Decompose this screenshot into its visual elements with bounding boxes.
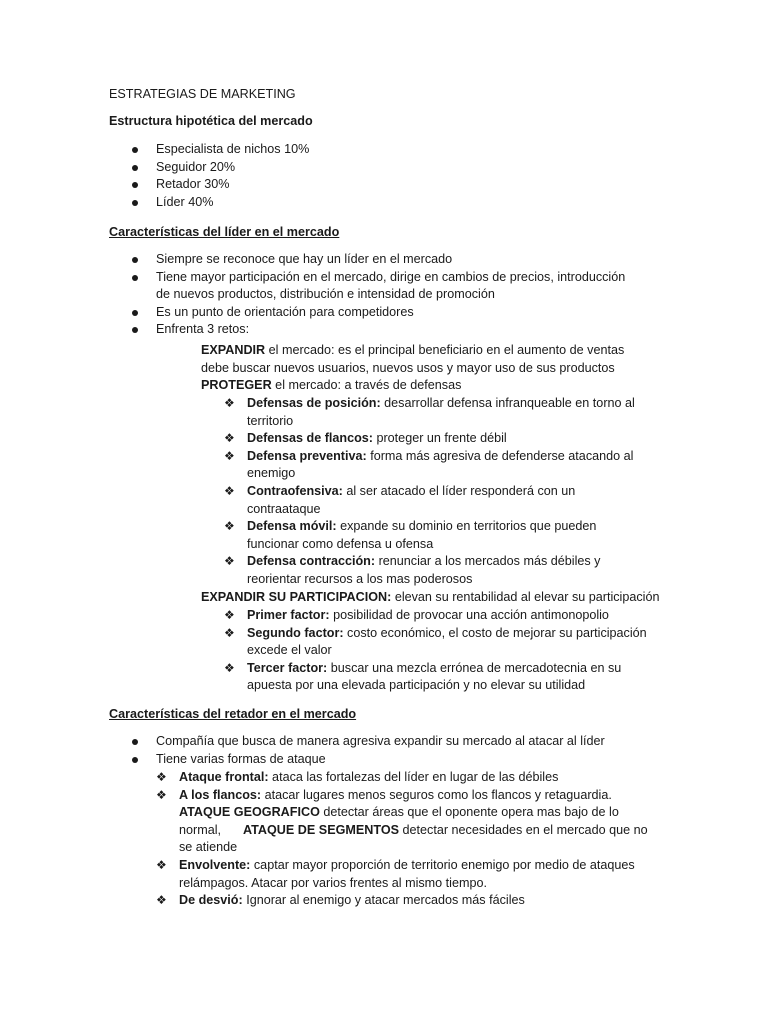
diamond-outline-bullet-icon: ❖ [156,857,167,872]
bullet-icon [132,757,138,763]
bullet-icon [132,200,138,206]
diamond-outline-bullet-icon: ❖ [156,787,167,802]
list-item-continued: de nuevos productos, distribución e intensidad de promoción [156,287,495,302]
section-heading-challenger: Características del retador en el mercado [109,707,357,721]
bullet-icon [132,327,138,333]
defensa-item: ❖ Defensas de posición: desarrollar defensa infranqueable en torno al territorio [224,396,635,428]
ataques-list [156,769,679,910]
diamond-bullet-icon: ❖ [224,519,235,534]
list-item: Enfrenta 3 retos: [156,321,676,339]
factor-item: ❖ Primer factor: posibilidad de provocar una acción antimonopolio [247,607,677,625]
list-item: Es un punto de orientación para competidores [156,304,676,322]
challenger-list [156,733,676,768]
diamond-bullet-icon: ❖ [224,483,235,498]
list-item: Especialista de nichos 10% [156,141,656,159]
diamond-outline-bullet-icon: ❖ [224,660,235,675]
list-item: Tiene varias formas de ataque [156,751,676,769]
defensa-item: ❖ Defensa contracción: renunciar a los mercados más débiles y reorientar recursos a los mas poderosos [224,554,601,586]
expandir-line: EXPANDIR el mercado: es el principal beneficiario en el aumento de ventas [201,343,625,357]
bullet-icon [132,257,138,263]
bullet-icon [132,182,138,188]
expandir-line-2: debe buscar nuevos usuarios, nuevos usos y mayor uso de sus productos [201,360,615,375]
proteger-line: PROTEGER el mercado: a través de defensas [201,378,462,393]
defensa-item: ❖ Contraofensiva: al ser atacado el líder responderá con un contraataque [224,483,576,516]
defensa-item: ❖ Defensa preventiva: forma más agresiva de defenderse atacando al enemigo [224,448,634,481]
defensa-item: ❖ Defensas de flancos: proteger un frente débil [247,430,677,448]
diamond-outline-bullet-icon: ❖ [156,770,167,784]
list-item: Líder 40% [156,194,656,212]
bullet-icon [132,165,138,171]
diamond-bullet-icon: ❖ [224,431,235,446]
document-title: ESTRATEGIAS DE MARKETING [109,87,296,101]
structure-list [156,141,656,211]
diamond-bullet-icon: ❖ [224,396,235,410]
defensa-item: ❖ Defensa móvil: expande su dominio en territorios que pueden funcionar como defensa u ofensa [224,519,597,551]
participacion-line: EXPANDIR SU PARTICIPACION: elevan su rentabilidad al elevar su participación [201,590,660,604]
ataque-item: ❖ Ataque frontal: ataca las fortalezas del líder en lugar de las débiles [179,769,679,787]
factor-item: ❖ Segundo factor: costo económico, el costo de mejorar su participación excede el valor [224,625,647,658]
diamond-outline-bullet-icon: ❖ [224,625,235,640]
list-item: Tiene mayor participación en el mercado, dirige en cambios de precios, introducción [156,269,676,287]
bullet-icon [132,739,138,745]
retos-block [201,342,681,395]
diamond-bullet-icon: ❖ [224,554,235,569]
list-item: Seguidor 20% [156,159,656,177]
diamond-outline-bullet-icon: ❖ [156,893,167,908]
diamond-outline-bullet-icon: ❖ [224,608,235,622]
bullet-icon [132,275,138,281]
factores-list [224,607,677,695]
list-item: Retador 30% [156,176,656,194]
list-item: Compañía que busca de manera agresiva expandir su mercado al atacar al líder [156,733,676,751]
bullet-icon [132,310,138,316]
ataque-item: ❖ A los flancos: atacar lugares menos seguros como los flancos y retaguardia. ATAQUE GEOGRAFICO detectar áreas que el oponente opera mas bajo de lo normal, ATAQUE DE SEGMENTOS detectar necesidades en el mercado que no se atiende [156,787,648,855]
bullet-icon [132,147,138,153]
defensas-list [224,395,677,589]
section-heading-leader: Características del líder en el mercado [109,225,340,239]
leader-list [156,251,676,339]
ataque-item: ❖ De desvió: Ignorar al enemigo y atacar mercados más fáciles [179,892,679,910]
diamond-bullet-icon: ❖ [224,448,235,463]
factor-item: ❖ Tercer factor: buscar una mezcla errónea de mercadotecnia en su apuesta por una elevada participación y no elevar su utilidad [224,660,622,693]
section-heading-structure: Estructura hipotética del mercado [109,114,313,128]
ataque-item: ❖ Envolvente: captar mayor proporción de territorio enemigo por medio de ataques relámpagos. Atacar por varios frentes al mismo tiempo. [156,857,635,890]
list-item: Siempre se reconoce que hay un líder en el mercado [156,251,676,269]
